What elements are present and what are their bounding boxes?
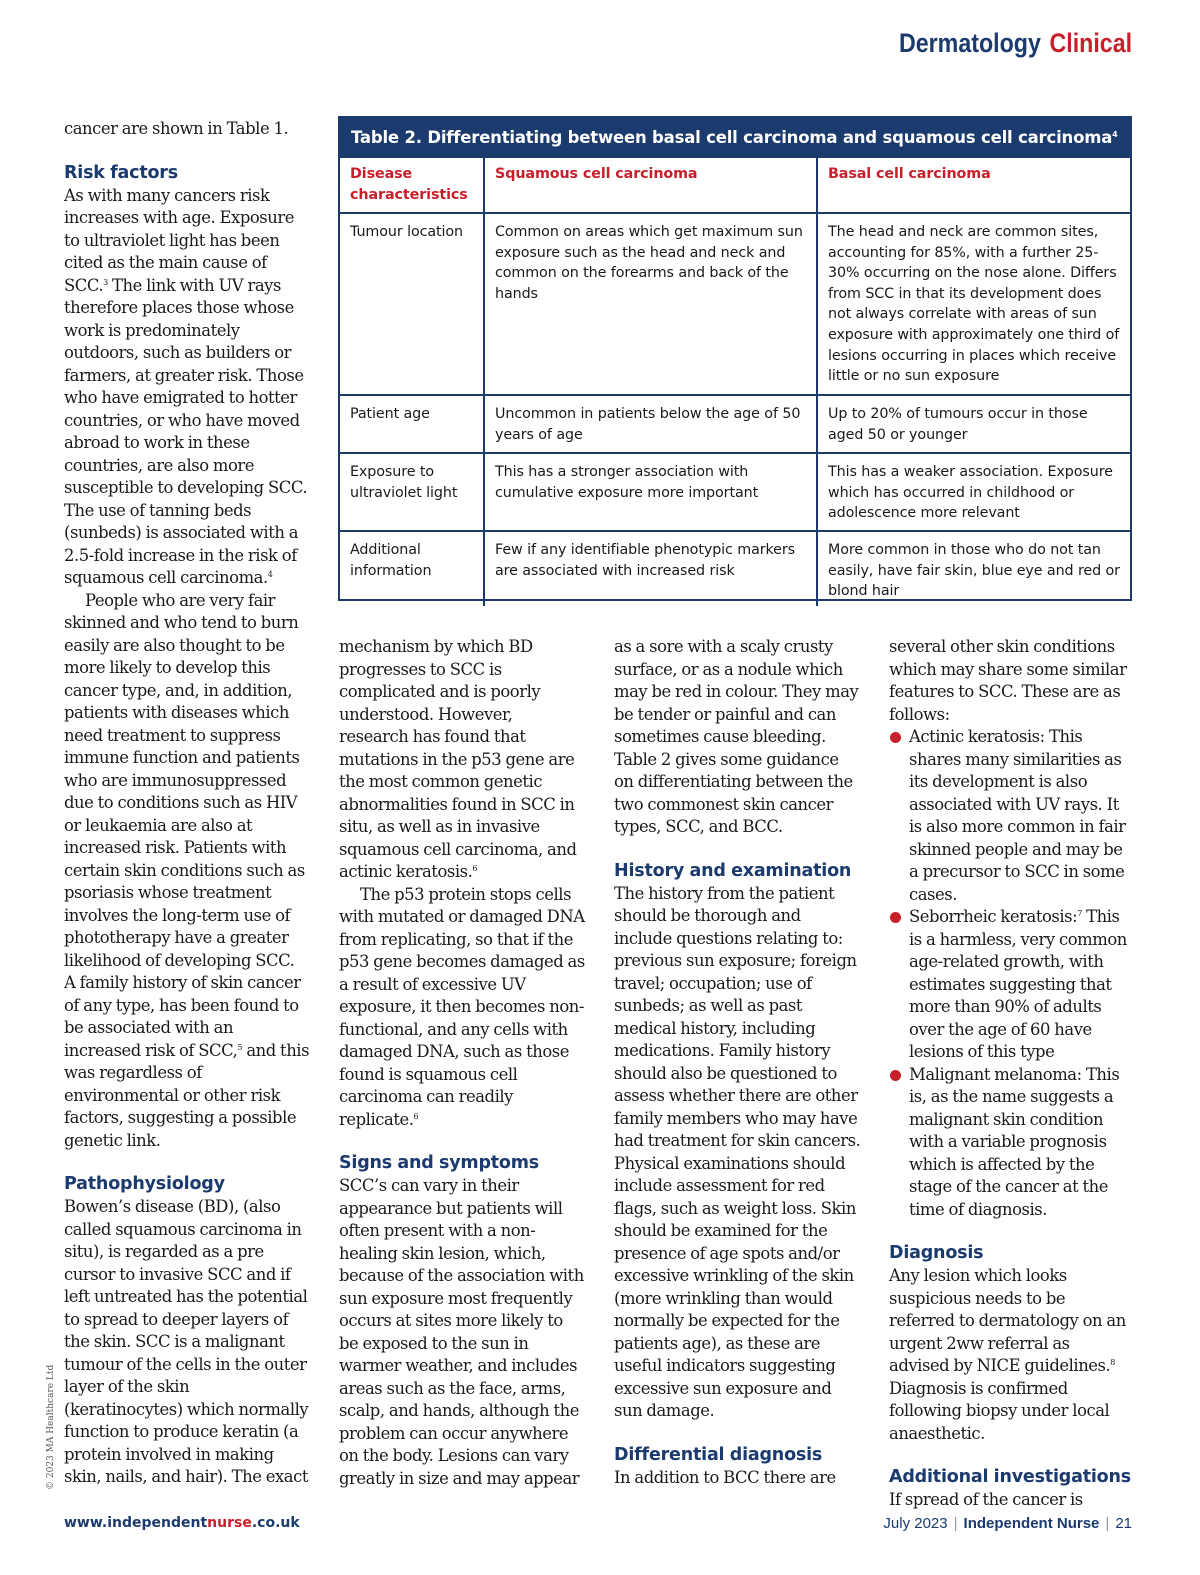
additional-investigations-heading: Additional investigations <box>889 1467 1131 1487</box>
reference-6[interactable]: 6 <box>472 864 477 873</box>
copyright-note: © 2023 MA Healthcare Ltd <box>46 1364 56 1490</box>
p53-paragraph-2: The p53 protein stops cells with mutated or damaged DNA from replicating, so that if the p53 gene becomes damaged as a result of excessive UV exposure, it then becomes non-functional, and any cells with damaged DNA, such as those found is squamous cell carcinoma can readily replicate.$^6$ <box>339 884 585 1129</box>
article-column-4 <box>889 636 1134 1512</box>
magazine-name-part2: Nurse <box>1056 1515 1100 1532</box>
pathophysiology-paragraph: Bowen’s disease (BD), (also called squamous carcinoma in situ), is regarded as a pre cursor to invasive SCC and if left untreated has the potential to spread to deeper layers of the skin. SCC is a malignant tumour of the cells in the outer layer of the skin (keratinocytes) which normally function to produce keratin (a protein involved in making skin, nails, and hair). The exact <box>64 1197 309 1486</box>
table-cell: Uncommon in patients below the age of 50 years of age <box>484 395 817 453</box>
pathophysiology-heading: Pathophysiology <box>64 1174 225 1194</box>
table-header-row <box>340 158 1130 213</box>
reference-3[interactable]: 3 <box>103 277 108 287</box>
issue-date: July 2023 <box>883 1515 948 1532</box>
article-column-2 <box>339 636 586 1490</box>
conditions-list <box>889 726 1134 1221</box>
bullet-dot-icon <box>890 1070 901 1081</box>
diagnosis-heading: Diagnosis <box>889 1243 984 1263</box>
table-row <box>340 453 1130 531</box>
page-footer: July 2023 | Independent Nurse | 21 <box>883 1515 1132 1532</box>
table-cell: Exposure to ultraviolet light <box>340 453 484 531</box>
reference-6[interactable]: 6 <box>413 1111 419 1121</box>
intro-text: cancer are shown in Table 1. <box>64 119 289 138</box>
magazine-name-part1: Independent <box>963 1515 1053 1532</box>
bullet-dot-icon <box>890 732 901 743</box>
lesion-paragraph: as a sore with a scaly crusty surface, or as a nodule which may be red in colour. They may be tender or painful and can sometimes cause bleeding. Table 2 gives some guidance on differentiating between the two commonest skin cancer types, SCC, and BCC. <box>614 637 859 836</box>
column-header: Squamous cell carcinoma <box>484 158 817 213</box>
table-reference[interactable]: 4 <box>1112 130 1118 139</box>
table-title: Table 2. Differentiating between basal cell carcinoma and squamous cell carcinoma$^4$ <box>340 118 1130 158</box>
table-cell: Patient age <box>340 395 484 453</box>
table-cell: Common on areas which get maximum sun exposure such as the head and neck and common on the forearms and back of the hands <box>484 213 817 395</box>
table-cell: This has a stronger association with cumulative exposure more important <box>484 453 817 531</box>
section-header <box>899 28 1132 59</box>
risk-paragraph-1: As with many cancers risk increases with age. Exposure to ultraviolet light has been cited as the main cause of SCC.$^3$ The link with UV rays therefore places those whose work is predominately outdoors, such as builders or farmers, at greater risk. Those who have emigrated to hotter countries, or who have moved abroad to work in these countries, are also more susceptible to developing SCC. The use of tanning beds (sunbeds) is associated with a 2.5-fold increase in the risk of squamous cell carcinoma.$^4$ <box>64 185 308 587</box>
additional-investigations-paragraph: If spread of the cancer is <box>889 1490 1083 1509</box>
column-header: Basal cell carcinoma <box>817 158 1130 213</box>
article-column-3 <box>614 636 861 1489</box>
table-cell: More common in those who do not tan easily, have fair skin, blue eye and red or blond hair <box>817 531 1130 606</box>
table-cell: Few if any identifiable phenotypic markers are associated with increased risk <box>484 531 817 606</box>
list-item: Seborrheic keratosis:$^7$ This is a harmless, very common age-related growth, with estimates suggesting that more than 90% of adults over the age of 60 have lesions of this type <box>889 906 1134 1064</box>
table-cell: Up to 20% of tumours occur in those aged 50 or younger <box>817 395 1130 453</box>
column-header: Disease characteristics <box>350 166 468 203</box>
table-cell: Tumour location <box>340 213 484 395</box>
history-examination-heading: History and examination <box>614 860 852 881</box>
list-item: Actinic keratosis: This shares many similarities as its development is also associated with UV rays. It is also more common in fair skinned people and may be a precursor to SCC in some cases. <box>889 726 1134 906</box>
table-row <box>340 213 1130 395</box>
table-row <box>340 531 1130 606</box>
signs-symptoms-heading: Signs and symptoms <box>339 1153 540 1173</box>
website-link[interactable]: www.independentnurse.co.uk <box>64 1515 300 1531</box>
table-row <box>340 395 1130 453</box>
section-label: Dermatology <box>898 28 1041 58</box>
bullet-dot-icon <box>890 912 901 923</box>
differential-paragraph: In addition to BCC there are <box>614 1467 836 1487</box>
diagnosis-paragraph: Any lesion which looks suspicious needs to be referred to dermatology on an urgent 2ww referral as advised by NICE guidelines.$^8$ Diagnosis is confirmed following biopsy under local anaesthetic. <box>889 1266 1126 1443</box>
history-paragraph: The history from the patient should be thorough and include questions relating to: previous sun exposure; foreign travel; occupation; use of sunbeds; as well as past medical history, including medications. Family history should also be questioned to assess whether there are other family members who may have had treatment for skin cancers. Physical examinations should include assessment for red flags, such as weight loss. Skin should be examined for the presence of age spots and/or excessive wrinkling of the skin (more wrinkling than would normally be expected for the patients age), as these are useful indicators suggesting excessive sun exposure and sun damage. <box>614 883 861 1420</box>
table-cell: The head and neck are common sites, accounting for 85%, with a further 25-30% occurring on the nose alone. Differs from SCC in that its development does not always correlate with areas of sun exposure with approximately one third of lesions occurring in places which receive little or no sun exposure <box>817 213 1130 395</box>
article-column-1 <box>64 118 310 1489</box>
reference-8[interactable]: 8 <box>1110 1358 1115 1367</box>
table-cell: This has a weaker association. Exposure which has occurred in childhood or adolescence more relevant <box>817 453 1130 531</box>
reference-7[interactable]: 7 <box>1077 909 1082 918</box>
differential-diagnosis-heading: Differential diagnosis <box>614 1444 823 1465</box>
table-grid <box>340 158 1130 606</box>
risk-factors-heading: Risk factors <box>64 162 178 183</box>
reference-5[interactable]: 5 <box>237 1042 243 1052</box>
table-cell: Additional information <box>340 531 484 606</box>
list-item: Malignant melanoma: This is, as the name suggests a malignant skin condition with a variable prognosis which is affected by the stage of the cancer at the time of diagnosis. <box>889 1064 1134 1222</box>
risk-paragraph-2: People who are very fair skinned and who tend to burn easily are also thought to be more likely to develop this cancer type, and, in addition, patients with diseases which need treatment to suppress immune function and patients who are immunosuppressed due to conditions such as HIV or leukaemia are also at increased risk. Patients with certain skin conditions such as psoriasis whose treatment involves the long-term use of phototherapy have a greater likelihood of developing SCC. A family history of skin cancer of any type, has been found to be associated with an increased risk of SCC,$^5$ and this was regardless of environmental or other risk factors, suggesting a possible genetic link. <box>64 590 310 1150</box>
comparison-table <box>338 116 1132 601</box>
page-number: 21 <box>1115 1515 1132 1532</box>
reference-4[interactable]: 4 <box>267 570 273 579</box>
signs-paragraph: SCC’s can vary in their appearance but patients will often present with a non-healing skin lesion, which, because of the association with sun exposure most frequently occurs at sites more likely to be exposed to the sun in warmer weather, and includes areas such as the face, arms, scalp, and hands, although the problem can occur anywhere on the body. Lesions can vary greatly in size and may appear <box>339 1176 584 1488</box>
conditions-intro: several other skin conditions which may share some similar features to SCC. These are as follows: <box>889 637 1127 724</box>
subsection-label: Clinical <box>1049 28 1132 58</box>
p53-paragraph-1: mechanism by which BD progresses to SCC is complicated and is poorly understood. However, research has found that mutations in the p53 gene are the most common genetic abnormalities found in SCC in situ, as well as in invasive squamous cell carcinoma, and actinic keratosis.$^6$ <box>339 637 577 881</box>
